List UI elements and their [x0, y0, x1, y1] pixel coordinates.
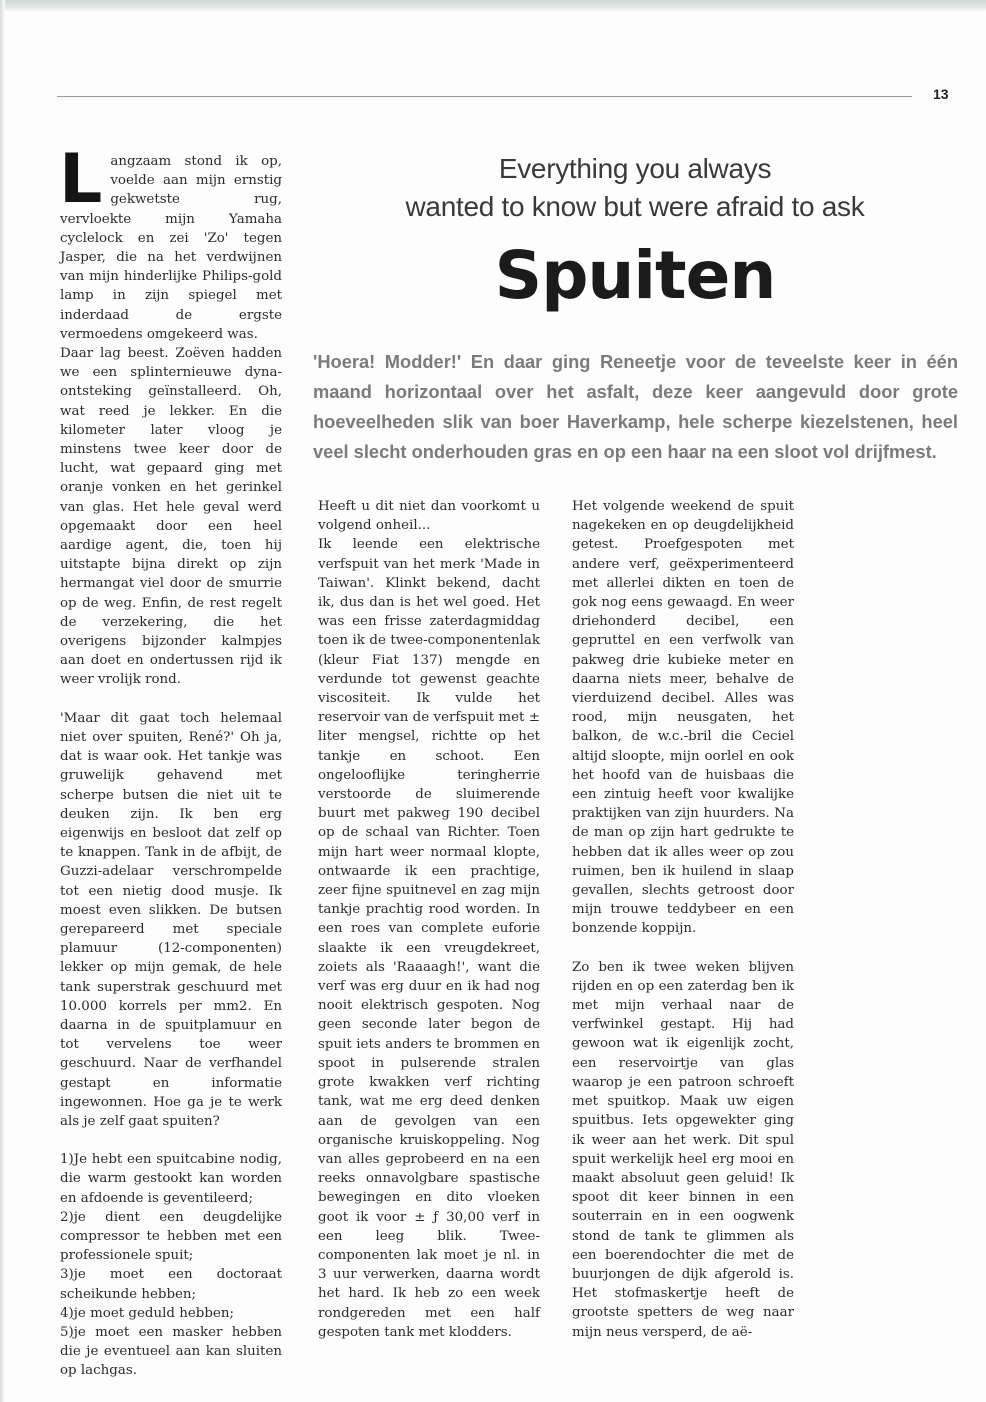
paragraph: 'Maar dit gaat toch helemaal niet over spuiten, René?' Oh ja, dat is waar ook. Het tankje was gruwelijk gehavend met scherpe butsen die niet uit te deuken zijn. Ik ben erg eigenwijs en besloot dat zelf op te knappen. Tank in de afbijt, de Guzzi-adelaar verschrompelde tot een nietig dood musje. Ik moest even slikken. De butsen gerepareerd met speciale plamuur (12-componenten) lekker op mijn gemak, de hele tank superstrak geschuurd met 10.000 korrels per mm2. En daarna in de spuitplamuur en tot vervelens toe weer geschuurd. Naar de verfhandel gestapt en informatie ingewonnen. Hoe ga je te werk als je zelf gaat spuiten? — [60, 710, 282, 1129]
column-3 — [572, 497, 794, 1342]
list-item: 2)je dient een deugdelijke compressor te hebben met een professionele spuit; — [60, 1209, 282, 1264]
article-kicker — [330, 150, 940, 226]
list-item: 1)Je hebt een spuitcabine nodig, die warm gestookt kan worden en afdoende is geventileerd; — [60, 1152, 282, 1206]
article-lead: 'Hoera! Modder!' En daar ging Reneetje voor de teveelste keer in één maand horizontaal over het asfalt, deze keer aangevuld door grote hoeveelheden slik van boer Haverkamp, hele scherpe kiezelstenen, heel veel slecht onderhouden gras en op een haar na een sloot vol drijfmest. — [313, 351, 958, 462]
paragraph — [59, 140, 282, 344]
list-item: 4)je moet geduld hebben; — [60, 1305, 234, 1321]
paragraph: Het volgende weekend de spuit nagekeken en op deugdelijkheid getest. Proefgespoten met andere verf, geëxperimenteerd met allerlei dikten en toen de gok nog eens gewaagd. En weer driehonderd decibel, een gepruttel en een verfwolk van pakweg drie kubieke meter en daarna niets meer, behalve de vierduizend decibel. Alles was rood, mijn neusgaten, het balkon, de w.c.-bril die Ceciel altijd sloopte, mijn oorlel en ook het hoofd van de huisbaas die een zintuig heeft voor kwalijke praktijken van zijn huurders. Na de man op zijn hart gedrukte te hebben dat ik alles weer op zou ruimen, ben ik huilend in slaap gevallen, slechts getroost door mijn trouwe teddybeer en een bonzende koppijn. — [572, 499, 794, 937]
list-item: 3)je moet een doctoraat scheikunde hebben; — [60, 1267, 282, 1302]
requirements-list — [60, 1150, 282, 1380]
paragraph: Heeft u dit niet dan voorkomt u volgend onheil... — [318, 499, 540, 534]
paragraph: Daar lag beest. Zoëven hadden we een splinternieuwe dyna-ontsteking geïnstalleerd. Oh, wat reed je lekker. En die kilometer later vloog je minstens twee keer door de lucht, wat gepaard ging met oranje vonken en het gerinkel van glas. Het hele geval werd opgemaakt door een heel aardige agent, die, toen hij uitstapte bijna direkt op zijn hermangat viel door de smurrie op de weg. Enfin, de rest regelt de verzekering, die het overigens bijzonder kalmpjes aan doet en ondertussen rijd ik weer vrolijk rond. — [60, 346, 282, 688]
paragraph-text: angzaam stond ik op, voelde aan mijn ernstig gekwetste rug, vervloekte mijn Yamaha cyclelock en zei 'Zo' tegen Jasper, die na het verdwijnen van mijn hinderlijke Philips-gold lamp in zijn spiegel met inderdaad de ergste vermoedens omgekeerd was. — [60, 154, 282, 342]
header-rule — [57, 96, 912, 97]
column-2 — [318, 497, 540, 1342]
paragraph: Zo ben ik twee weken blijven rijden en op een zaterdag ben ik met mijn verhaal naar de verfwinkel gestapt. Hij had gewoon wat ik eigenlijk zocht, een reservoirtje van glas waarop je een patroon schroeft met spuitkop. Maak uw eigen spuitbus. Iets opgewekter ging ik weer aan het werk. Dit spul spuit werkelijk heel erg mooi en maakt absoluut geen geluid! Ik spoot dit keer binnen in een souterrain en in een oogwenk stond de tank te glimmen als een boerendochter die met de buurjongen de dijk afgerold is. Het stofmaskertje heeft de grootste spetters de weg naar mijn neus versperd, de aë- — [572, 959, 794, 1340]
drop-cap: L — [59, 140, 103, 219]
article-title: Spuiten — [494, 237, 776, 314]
scan-top-edge — [0, 0, 986, 12]
kicker-line-1: Everything you always — [498, 153, 772, 184]
kicker-line-2: wanted to know but were afraid to ask — [405, 191, 865, 222]
list-item: 5)je moet een masker hebben die je eventueel aan kan sluiten op lachgas. — [60, 1324, 282, 1379]
paragraph: Ik leende een elektrische verfspuit van het merk 'Made in Taiwan'. Klinkt bekend, dacht ik, dus dan is het wel goed. Het was een frisse zaterdagmiddag toen ik de twee-componentenlak (kleur Fiat 137) mengde en verdunde tot gewenst geachte viscositeit. Ik vulde het reservoir van de verfspuit met ± liter mengsel, richtte op het tankje en schoot. Een ongelooflijke teringherrie verstoorde de sluimerende buurt met pakweg 190 decibel op de schaal van Richter. Toen mijn hart weer normaal klopte, ontwaarde ik een prachtige, zeer fijne spuitnevel en zag mijn tankje prachtig rood worden. In een roes van complete euforie slaakte ik een vreugdekreet, zoiets als 'Raaaagh!', want die verf was erg duur en ik had nog nooit elektrisch gespoten. Nog geen seconde later begon de spuit iets anders te brommen en spoot in pulserende stralen grote kwakken verf richting tank, wat me erg deed denken aan de gevolgen van een organische kruiskoppeling. Nog van alles geprobeerd en na een reeks onnavolgbare spastische bewegingen en dito vloeken goot ik voor ± ƒ 30,00 verf in een leeg blik. Twee-componenten lak moet je nl. in 3 uur verwerken, daarna wordt het hard. Ik heb zo een week rondgereden met een half gespoten tank met klodders. — [318, 537, 540, 1340]
scan-left-edge — [0, 0, 5, 1402]
page-number: 13 — [933, 86, 949, 102]
column-1 — [59, 140, 282, 1381]
